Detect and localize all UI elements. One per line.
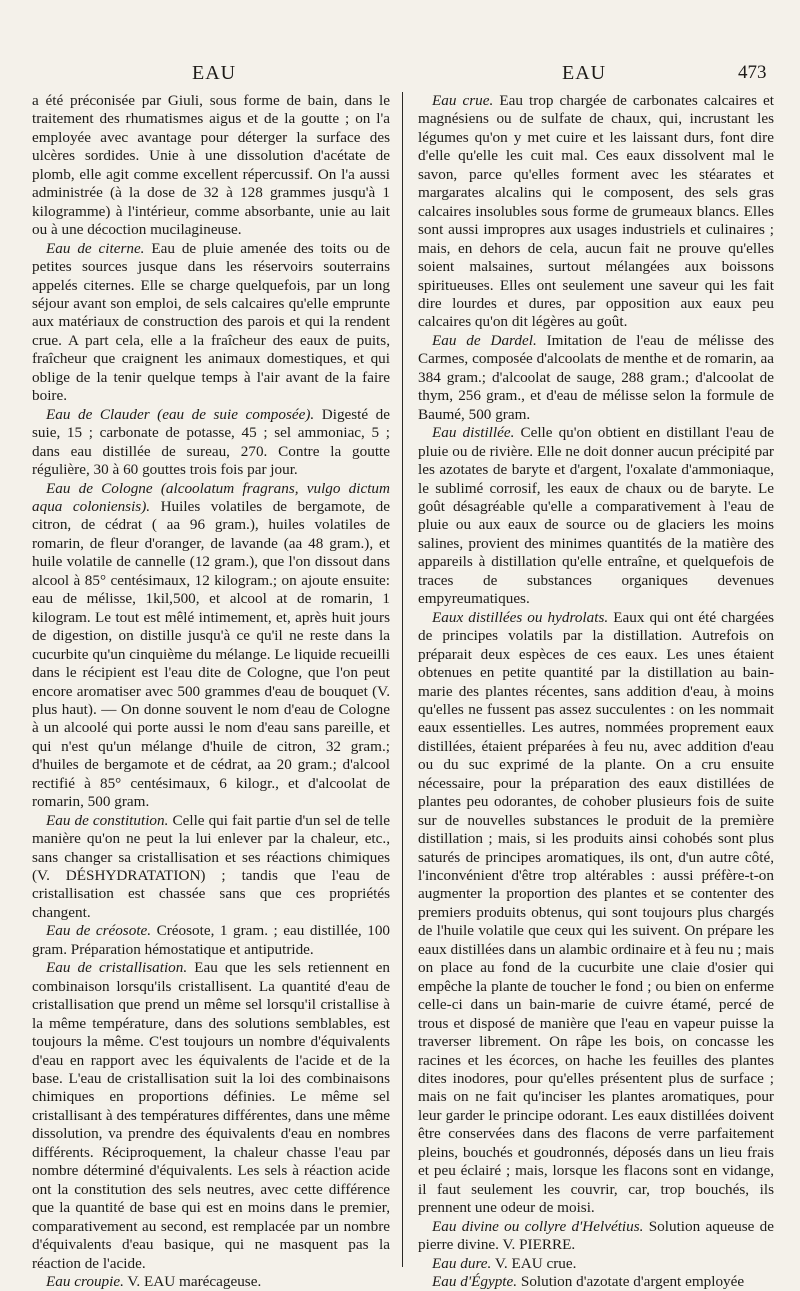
entry-term: Eau d'Égypte. [432, 1273, 518, 1290]
dictionary-entry [32, 480, 390, 812]
entry-term: Eau de Clauder (eau de suie composée). [46, 405, 315, 423]
dictionary-entry [418, 609, 774, 1218]
entry-text: Celle qu'on obtient en distillant l'eau de pluie ou de rivière. Elle ne doit donner aucun précipité par les azotates de baryte et d'argent, l'oxalate d'ammoniaque, le sublimé corrosif, les eaux de chaux ou de baryte. Le goût désagréable qu'elle a comparativement à l'eau de pluie ou aux eaux de source ou de glaciers les moins salines, provient des minimes quantités de la matière des appareils à distillation qu'elle entraîne, et quelquefois de traces de substances organiques devenues empyreumatiques. [418, 424, 774, 608]
dictionary-entry [32, 240, 390, 406]
entry-text: Eau trop chargée de carbonates calcaires et magnésiens ou de sulfate de chaux, qui, incrustant les légumes qu'on y met cuire et les laissant durs, font dire d'elle qu'elle les cuit mal. Ces eaux dissolvent mal le savon, parce qu'elles forment avec les stéarates et margarates alcalins qui le composent, des sels gras calcaires insolubles sous forme de grumeaux blancs. Elles sont aussi impropres aux usages industriels et culinaires ; mais, en dehors de cela, aucun fait ne prouve qu'elles soient malsaines, surtout mélangées aux boissons spiritueuses. Elles ont seulement une saveur qui les fait dire lourdes et dures, par opposition aux eaux peu calcaires qu'on dit légères au goût. [418, 92, 774, 331]
dictionary-entry [418, 92, 774, 332]
entry-text: Celle qui fait partie d'un sel de telle manière qu'on ne peut la lui enlever par la chaleur, etc., sans changer sa cristallisation et ses réactions chimiques (V. DÉSHYDRATATION) ; tandis que l'eau de cristallisation est chassée sans que ces propriétés changent. [32, 811, 390, 921]
dictionary-entry [32, 922, 390, 959]
dictionary-entry [418, 1218, 774, 1255]
entry-term: Eau distillée. [432, 424, 515, 442]
entry-text: Créosote, 1 gram. ; eau distillée, 100 gram. Préparation hémostatique et antiputride. [32, 922, 391, 958]
entry-term: Eau de constitution. [46, 811, 169, 829]
entry-text: Huiles volatiles de bergamote, de citron, de cédrat ( aa 96 gram.), huiles volatiles de romarin, de fleur d'oranger, de lavande (aa 48 gram.), et huile volatile de cannelle (12 gram.), que l'on dissout dans alcool à 85° centésimaux, 12 kilogram.; on ajoute ensuite: eau de mélisse, 1kil,500, et alcool at de romarin, 1 kilogram. Le tout est mêlé intimement, et, après huit jours de digestion, on distille jusqu'à ce qu'il ne reste dans la cucurbite qu'un cinquième du mélange. Le liquide recueilli dans le récipient est l'eau dite de Cologne, que l'on peut encore aromatiser avec 500 grammes d'eau de bouquet (V. plus haut). — On donne souvent le nom d'eau de Cologne à un alcoolé qui porte aussi le nom d'eau sans pareille, et qui n'est qu'un mélange d'huile de citron, 32 gram.; d'huiles de bergamote et de cédrat, aa 20 gram.; d'alcool rectifié à 85° centésimaux, 6 kilogr., et d'alcoolat de romarin, 500 gram. [32, 497, 390, 811]
entry-text: Eau que les sels retiennent en combinaison lorsqu'ils cristallisent. La quantité d'eau de cristallisation que prend un même sel lorsqu'il cristallise à la même température, dans des solutions semblables, est toujours la même. C'est toujours un nombre d'équivalents d'eau en rapport avec les équivalents de l'acide et de la base. L'eau de cristallisation suit la loi des combinaisons chimiques en proportions définies. Le même sel cristallisant à des températures différentes, dans une même dissolution, va prendre des équivalents d'eau en nombres différents. Réciproquement, la chaleur chasse l'eau par nombre déterminé d'équivalents. Les sels à réaction acide ont la constitution des sels neutres, avec cette différence que la quantité de base qui est en moins dans le premier, comparativement au second, est remplacée par un nombre d'équivalents d'eau basique, qui ne masquent pas la réaction de l'acide. [32, 959, 390, 1272]
entry-term: Eaux distillées ou hydrolats. [432, 608, 609, 626]
left-column [32, 92, 391, 1290]
dictionary-entry [418, 332, 774, 424]
entry-text: V. EAU marécageuse. [123, 1273, 262, 1290]
entry-text: Eau de pluie amenée des toits ou de petites sources jusque dans les réservoirs souterrains appelés citernes. Elle se charge quelquefois, par un long séjour avant son emploi, de sels calcaires qu'elle emprunte aux matériaux de construction des parois et qui la rendent crue. A part cela, elle a la fraîcheur des eaux de puits, fraîcheur que craignent les animaux domestiques, et qui oblige de la tenir quelque temps à l'air avant de la faire boire. [32, 239, 390, 405]
right-column [418, 92, 774, 1290]
entry-text: Solution d'azotate d'argent employée [517, 1273, 745, 1290]
dictionary-entry [418, 424, 774, 609]
entry-term: Eau de cristallisation. [46, 959, 188, 977]
entry-text: V. EAU crue. [491, 1254, 577, 1272]
entry-term: Eau de Dardel. [432, 331, 537, 349]
entry-text: Digesté de suie, 15 ; carbonate de potasse, 45 ; sel ammoniac, 5 ; dans eau distillée de sureau, 270. Contre la goutte régulière, 30 à 60 gouttes trois fois par jour. [32, 405, 391, 479]
entry-term: Eau divine ou collyre d'Helvétius. [432, 1217, 644, 1235]
entry-term: Eau de citerne. [46, 239, 145, 257]
entry-term: Eau dure. [432, 1254, 492, 1272]
entry-text: Solution aqueuse de pierre divine. V. PIERRE. [418, 1217, 774, 1254]
entry-term: Eau de créosote. [46, 922, 152, 940]
entry-term: Eau croupie. [46, 1273, 124, 1290]
header-left-word: EAU [192, 62, 237, 84]
header-right-word: EAU [562, 62, 607, 84]
dictionary-entry [32, 92, 390, 240]
dictionary-entry [32, 812, 390, 923]
entry-text: a été préconisée par Giuli, sous forme de bain, dans le traitement des rhumatismes aigus et de la goutte ; on l'a employée avec avantage pour déterger la surface des ulcères sordides. Unie à une dissolution d'acétate de plomb, elle agit comme excellent répercussif. On l'a aussi administrée (à la dose de 32 à 128 grammes jusqu'à 1 kilogramme) à l'intérieur, comme absorbante, unie au lait ou à une décoction mucilagineuse. [32, 92, 390, 239]
entry-text: Eaux qui ont été chargées de principes volatils par la distillation. Autrefois on préparait deux espèces de ces eaux. Les unes étaient obtenues en petite quantité par la distillation au bain-marie des plantes récentes, sans addition d'eau, à moins qu'elles ne fussent pas assez succulentes : on les nommait eaux essentielles. Les autres, nommées proprement eaux distillées, étaient préparées à feu nu, avec addition d'eau ou du suc exprimé de la plante. On a cru ensuite nécessaire, pour la préparation des eaux distillées de plantes peu odorantes, de cohober plusieurs fois de suite sur de nouvelles substances le produit de la première distillation ; mais, si les produits ainsi cohobés sont plus saturés de principes aromatiques, ils ont, d'un autre côté, l'inconvénient d'être trop altérables : aussi préfère-t-on augmenter la proportion des plantes et se contenter des premiers produits obtenus, qui sont toujours plus chargés de l'huile volatile que ceux qui les suivent. On prépare les eaux distillées dans un alambic ordinaire et à feu nu ; mais on place au fond de la cucurbite une claie d'osier qui empêche la plante de toucher le fond ; ou bien on enferme celle-ci dans un bain-marie de cuivre étamé, percé de trous et disposé de manière que l'eau en vapeur puisse la traverser librement. On râpe les bois, on concasse les racines et les écorces, on hache les feuilles des plantes dites inodores, pour qu'elles présentent plus de surface ; mais on ne fait qu'inciser les plantes aromatiques, pour leur garder le principe odorant. Les eaux distillées doivent être conservées dans des flacons de verre parfaitement pleins, bouchés et goudronnés, déposés dans un lieu frais et peu éclairé ; mais, lorsque les flacons sont en vidange, il faut seulement les couvrir, car, trop bouchés, ils prennent une odeur de moisi. [418, 608, 774, 1217]
page-number: 473 [738, 62, 767, 83]
entry-text: Imitation de l'eau de mélisse des Carmes, composée d'alcoolats de menthe et de romarin, aa 384 gram.; d'alcoolat de sauge, 288 gram.; d'alcoolat de thym, 256 gram., et d'eau de mélisse selon la formule de Baumé, 500 gram. [418, 331, 774, 423]
dictionary-entry [32, 959, 390, 1273]
entry-term: Eau de Cologne (alcoolatum fragrans, vulgo dictum aqua coloniensis). [32, 479, 390, 515]
entry-term: Eau crue. [432, 92, 494, 109]
dictionary-entry [418, 1273, 774, 1291]
column-divider [402, 92, 403, 1267]
running-header [0, 62, 800, 90]
dictionary-entry [418, 1255, 774, 1273]
dictionary-entry [32, 406, 390, 480]
dictionary-entry [32, 1273, 390, 1291]
